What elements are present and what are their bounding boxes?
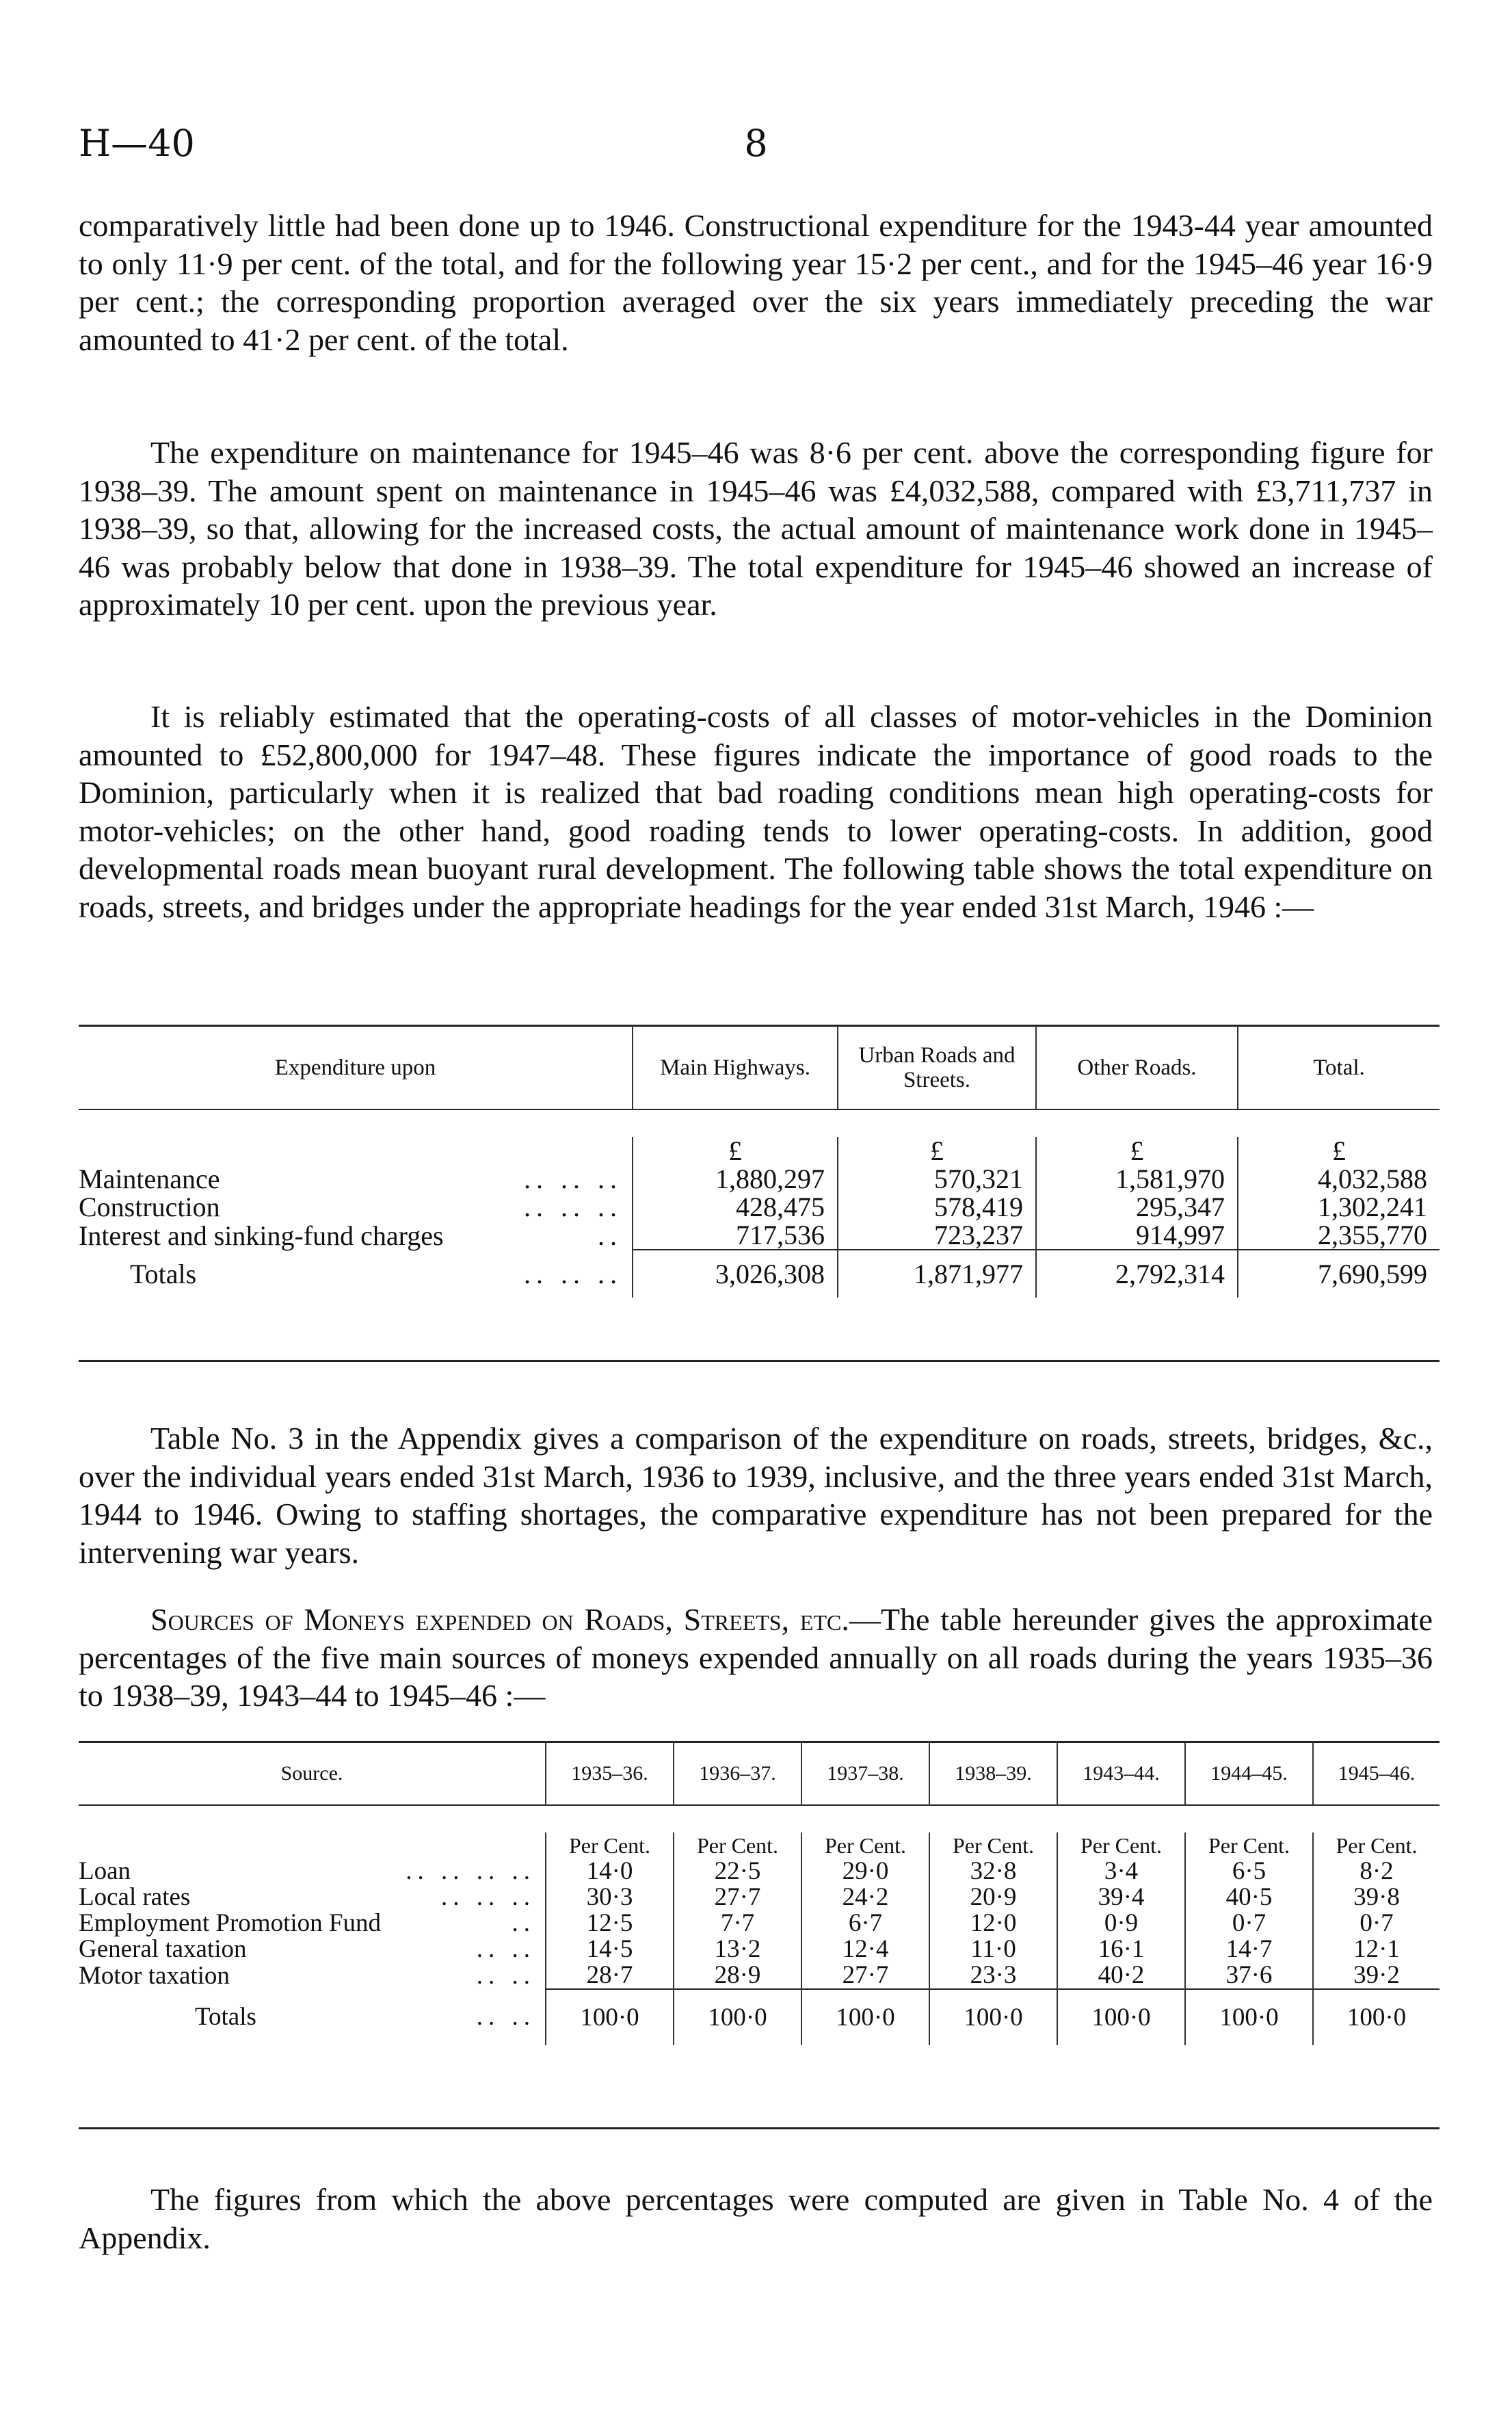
- table2-unit: Per Cent.: [546, 1832, 674, 1858]
- table2-cell: 12·4: [801, 1936, 929, 1962]
- table2-header-year: 1945–46.: [1313, 1742, 1440, 1805]
- table2-total-cell: 100·0: [546, 1989, 674, 2045]
- table-row: Interest and sinking-fund charges .. 717,536 723,237 914,997 2,355,770: [79, 1221, 1440, 1250]
- table1-unit: £: [1238, 1137, 1440, 1165]
- table2-cell: 40·5: [1185, 1884, 1313, 1910]
- table2-totals-row: Totals .. .. 100·0 100·0 100·0 100·0 100·0 100·0 100·0: [79, 1989, 1440, 2045]
- table2-header-year: 1937–38.: [801, 1742, 929, 1805]
- table1-header-expenditure-upon: Expenditure upon: [274, 1055, 436, 1080]
- table2-cell: 29·0: [801, 1858, 929, 1884]
- table2-row-label: Local rates: [79, 1883, 191, 1911]
- table1-bottom-rule: [79, 1360, 1440, 1362]
- table1-cell: 428,475: [633, 1193, 838, 1221]
- table2-row-label: Employment Promotion Fund: [79, 1909, 381, 1937]
- table1-totals-label: Totals: [130, 1258, 197, 1289]
- sources-table: [79, 1742, 1440, 2073]
- table2-cell: 30·3: [546, 1884, 674, 1910]
- table1-cell: 1,302,241: [1238, 1193, 1440, 1221]
- paragraph-appendix-table3: [79, 1419, 1433, 1571]
- table2-cell: 39·4: [1057, 1884, 1185, 1910]
- table-row: Motor taxation .. .. 28·7 28·9 27·7 23·3 40·2 37·6 39·2: [79, 1962, 1440, 1989]
- table2-totals-label: Totals: [195, 2003, 256, 2031]
- table1-header-main-highways: Main Highways.: [633, 1026, 838, 1109]
- table1-row-label: Maintenance: [79, 1164, 220, 1194]
- table2-cell: 14·0: [546, 1858, 674, 1884]
- table-row: Loan .. .. .. .. 14·0 22·5 29·0 32·8 3·4 6·5 8·2: [79, 1858, 1440, 1884]
- table1-unit-row: [79, 1137, 1440, 1165]
- table2-cell: 0·7: [1313, 1910, 1440, 1936]
- table1-row-label: Construction: [79, 1192, 220, 1222]
- table2-row-label: Motor taxation: [79, 1961, 230, 1990]
- table2-cell: 24·2: [801, 1884, 929, 1910]
- table2-cell: 22·5: [674, 1858, 801, 1884]
- table1-header-total: Total.: [1238, 1026, 1440, 1109]
- table2-cell: 14·7: [1185, 1936, 1313, 1962]
- table2-unit: Per Cent.: [929, 1832, 1057, 1858]
- table2-cell: 20·9: [929, 1884, 1057, 1910]
- table1-unit: £: [633, 1137, 838, 1165]
- paragraph-maintenance-expenditure: The expenditure on maintenance for 1945–46 was 8·6 per cent. above the corresponding figure for 1938–39. The amount spent on maintenance in 1945–46 was £4,032,588, compared with £3,711,737 in 1938–39, so that, allowing for the increased costs, the actual amount of maintenance work done in 1945–46 was probably below that done in 1938–39. The total expenditure for 1945–46 showed an increase of approximately 10 per cent. upon the previous year.: [79, 435, 1433, 622]
- table1-header-row: [79, 1026, 1440, 1109]
- table2-header-year: 1944–45.: [1185, 1742, 1313, 1805]
- table2-cell: 12·5: [546, 1910, 674, 1936]
- table2-total-cell: 100·0: [1185, 1989, 1313, 2045]
- table2-header-year: 1936–37.: [674, 1742, 801, 1805]
- table2-row-label: General taxation: [79, 1935, 247, 1963]
- table2-header-year: 1943–44.: [1057, 1742, 1185, 1805]
- paragraph-sources-text: —The table hereunder gives the approximate percentages of the five main sources of moneys expended annually on all roads during the years 1935–36 to 1938–39, 1943–44 to 1945–46 :—: [79, 1602, 1433, 1713]
- table1-row-label: Interest and sinking-fund charges: [79, 1220, 444, 1251]
- table1-cell: 578,419: [838, 1193, 1036, 1221]
- page-number: 8: [744, 122, 768, 165]
- table2-total-cell: 100·0: [1057, 1989, 1185, 2045]
- table1-total-cell: 1,871,977: [838, 1250, 1036, 1298]
- table1-unit: £: [1036, 1137, 1238, 1165]
- table1-cell: 570,321: [838, 1165, 1036, 1193]
- table2-cell: 13·2: [674, 1936, 801, 1962]
- table2-cell: 0·7: [1185, 1910, 1313, 1936]
- table2-total-cell: 100·0: [1313, 1989, 1440, 2045]
- table2-cell: 0·9: [1057, 1910, 1185, 1936]
- table2-unit: Per Cent.: [801, 1832, 929, 1858]
- table2-cell: 28·9: [674, 1962, 801, 1989]
- table-row: Employment Promotion Fund .. 12·5 7·7 6·7 12·0 0·9 0·7 0·7: [79, 1910, 1440, 1936]
- table2-cell: 11·0: [929, 1936, 1057, 1962]
- table-row: Construction .. .. .. 428,475 578,419 295,347 1,302,241: [79, 1193, 1440, 1221]
- table1-cell: 2,355,770: [1238, 1221, 1440, 1250]
- table2-header-year: 1935–36.: [546, 1742, 674, 1805]
- table2-unit: Per Cent.: [1313, 1832, 1440, 1858]
- table2-cell: 16·1: [1057, 1936, 1185, 1962]
- table2-total-cell: 100·0: [929, 1989, 1057, 2045]
- table1-cell: 723,237: [838, 1221, 1036, 1250]
- table1-total-cell: 2,792,314: [1036, 1250, 1238, 1298]
- table1-cell: 4,032,588: [1238, 1165, 1440, 1193]
- table2-cell: 27·7: [801, 1962, 929, 1989]
- paragraph-appendix-table4: The figures from which the above percentages were computed are given in Table No. 4 of the Appendix.: [79, 2182, 1433, 2255]
- table2-cell: 6·7: [801, 1910, 929, 1936]
- table1-cell: 914,997: [1036, 1221, 1238, 1250]
- table2-cell: 12·0: [929, 1910, 1057, 1936]
- table2-header-year: 1938–39.: [929, 1742, 1057, 1805]
- table2-cell: 6·5: [1185, 1858, 1313, 1884]
- table2-unit: Per Cent.: [674, 1832, 801, 1858]
- table1-total-cell: 3,026,308: [633, 1250, 838, 1298]
- document-reference: H—40: [79, 122, 195, 165]
- paragraph-construction-expenditure: comparatively little had been done up to 1946. Constructional expenditure for the 1943-44 year amounted to only 11·9 per cent. of the total, and for the following year 15·2 per cent., and for the 1945–46 year 16·9 per cent.; the corresponding proportion averaged over the six years immediately preceding the war amounted to 41·2 per cent. of the total.: [79, 208, 1433, 357]
- table2-cell: 32·8: [929, 1858, 1057, 1884]
- table2-unit-row: [79, 1832, 1440, 1858]
- table1-cell: 295,347: [1036, 1193, 1238, 1221]
- table2-header-source: Source.: [280, 1761, 343, 1785]
- paragraph-operating-costs: It is reliably estimated that the operating-costs of all classes of motor-vehicles in the Dominion amounted to £52,800,000 for 1947–48. These figures indicate the importance of good roads to the Dominion, particularly when it is realized that bad roading conditions mean high operating-costs for motor-vehicles; on the other hand, good roading tends to lower operating-costs. In addition, good developmental roads mean buoyant rural development. The following table shows the total expenditure on roads, streets, and bridges under the appropriate headings for the year ended 31st March, 1946 :—: [79, 699, 1433, 924]
- table1-header-other-roads: Other Roads.: [1036, 1026, 1238, 1109]
- table2-cell: 12·1: [1313, 1936, 1440, 1962]
- paragraph-appendix-table3-text: Table No. 3 in the Appendix gives a comparison of the expenditure on roads, streets, bridges, &c., over the individual years ended 31st March, 1936 to 1939, inclusive, and the three years ended 31st March, 1944 to 1946. Owing to staffing shortages, the comparative expenditure has not been prepared for the intervening war years.: [79, 1421, 1433, 1570]
- table2-cell: 37·6: [1185, 1962, 1313, 1989]
- table2-cell: 7·7: [674, 1910, 801, 1936]
- table2-cell: 14·5: [546, 1936, 674, 1962]
- table-row: General taxation .. .. 14·5 13·2 12·4 11·0 16·1 14·7 12·1: [79, 1936, 1440, 1962]
- table2-row-label: Loan: [79, 1857, 131, 1885]
- table2-cell: 3·4: [1057, 1858, 1185, 1884]
- table2-cell: 28·7: [546, 1962, 674, 1989]
- paragraph-sources-of-moneys: [79, 1601, 1433, 1715]
- table2-unit: Per Cent.: [1057, 1832, 1185, 1858]
- table2-unit: Per Cent.: [1185, 1832, 1313, 1858]
- expenditure-table: [79, 1026, 1440, 1322]
- table2-cell: 27·7: [674, 1884, 801, 1910]
- table2-cell: 23·3: [929, 1962, 1057, 1989]
- table2-header-row: [79, 1742, 1440, 1805]
- table2-cell: 39·2: [1313, 1962, 1440, 1989]
- table1-cell: 717,536: [633, 1221, 838, 1250]
- page-header: [79, 122, 1433, 170]
- section-heading-sources: Sources of Moneys expended on Roads, Streets, etc.: [150, 1602, 849, 1637]
- table1-cell: 1,581,970: [1036, 1165, 1238, 1193]
- table2-bottom-rule: [79, 2127, 1440, 2129]
- table2-cell: 39·8: [1313, 1884, 1440, 1910]
- table2-cell: 40·2: [1057, 1962, 1185, 1989]
- table-row: Local rates .. .. .. 30·3 27·7 24·2 20·9 39·4 40·5 39·8: [79, 1884, 1440, 1910]
- table1-totals-row: Totals .. .. .. 3,026,308 1,871,977 2,792,314 7,690,599: [79, 1250, 1440, 1298]
- table1-unit: £: [838, 1137, 1036, 1165]
- table2-total-cell: 100·0: [801, 1989, 929, 2045]
- table2-cell: 8·2: [1313, 1858, 1440, 1884]
- table2-total-cell: 100·0: [674, 1989, 801, 2045]
- table-row: Maintenance .. .. .. 1,880,297 570,321 1,581,970 4,032,588: [79, 1165, 1440, 1193]
- table1-cell: 1,880,297: [633, 1165, 838, 1193]
- table1-total-cell: 7,690,599: [1238, 1250, 1440, 1298]
- table1-header-urban-roads: Urban Roads and Streets.: [838, 1026, 1036, 1109]
